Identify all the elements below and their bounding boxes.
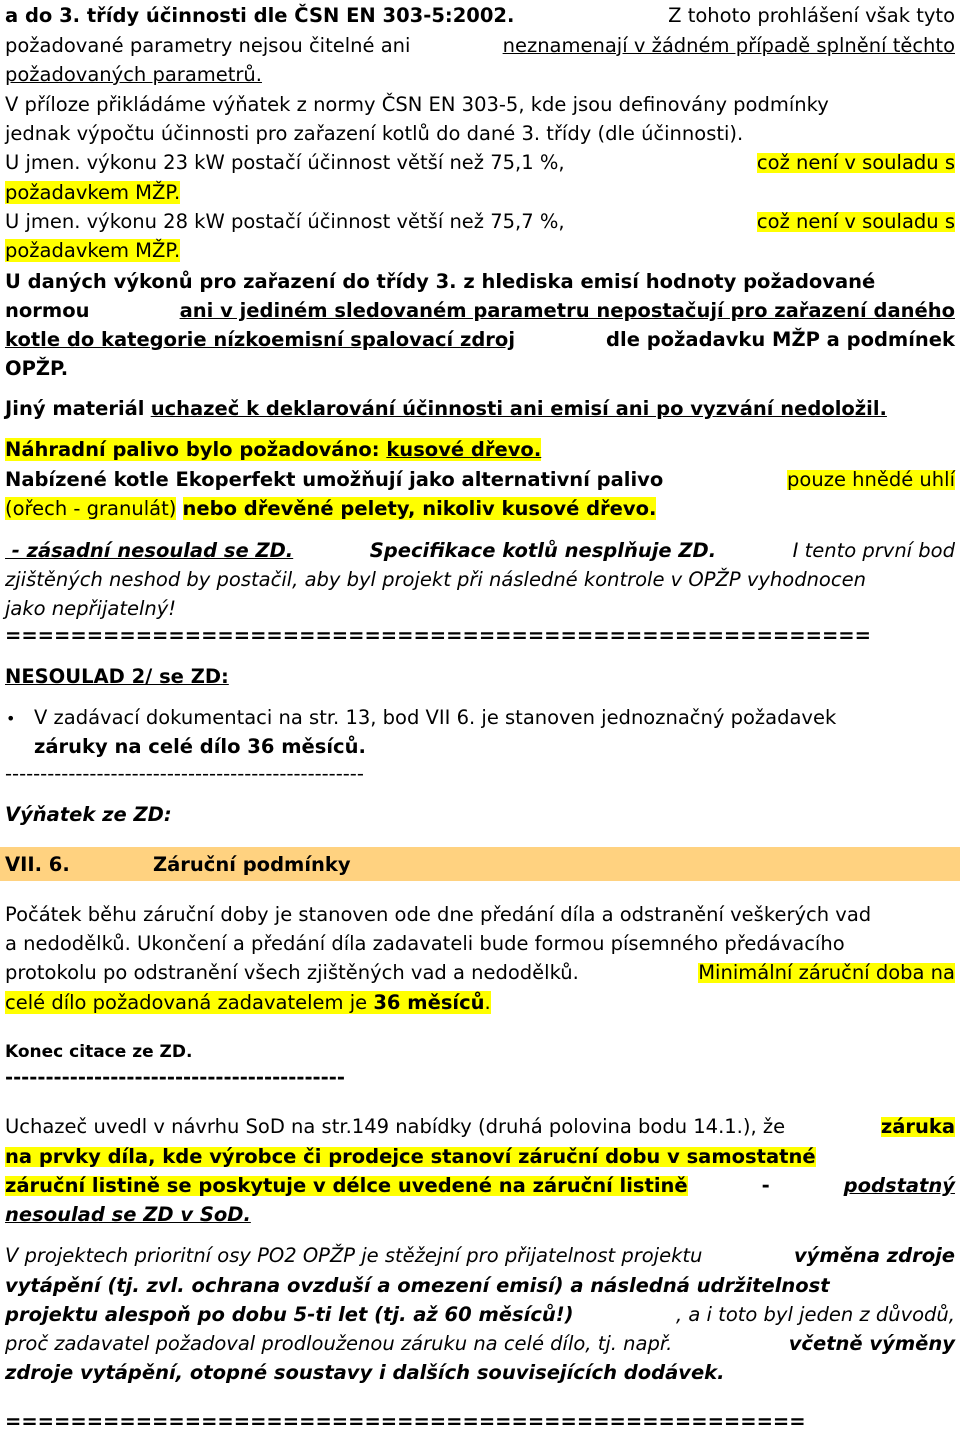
p12-line3: projektu alespoň po dobu 5-ti let (tj. až 60 měsíců!) , a i toto byl jeden z důvodů,	[5, 1303, 955, 1326]
p11-line1: Uchazeč uvedl v návrhu SoD na str.149 nabídky (druhá polovina bodu 14.1.), že záruka	[5, 1115, 955, 1138]
p4-line2: požadavkem MŽP.	[5, 239, 181, 262]
p11-line2: na prvky díla, kde výrobce či prodejce stanoví záruční dobu v samostatné	[5, 1145, 816, 1168]
p10-line1: Počátek běhu záruční doby je stanoven ode dne předání díla a odstranění veškerých vad	[5, 903, 872, 926]
p4-line1: U jmen. výkonu 28 kW postačí účinnost větší než 75,7 %, což není v souladu s	[5, 210, 955, 233]
section-title: Záruční podmínky	[153, 853, 351, 876]
p10-line3: protokolu po odstranění všech zjištěných vad a nedodělků. Minimální záruční doba na	[5, 961, 955, 984]
p1-line3: požadovaných parametrů.	[5, 63, 262, 86]
p3-line1: U jmen. výkonu 23 kW postačí účinnost větší než 75,1 %, což není v souladu s	[5, 151, 955, 174]
p9-line1: - zásadní nesoulad se ZD. Specifikace kotlů nesplňuje ZD. I tento první bod	[5, 539, 955, 562]
p2-line2: jednak výpočtu účinnosti pro zařazení kotlů do dané 3. třídy (dle účinnosti).	[5, 122, 744, 145]
bullet-icon: •	[6, 709, 16, 728]
p8-line2: (ořech - granulát) nebo dřevěné pelety, nikoliv kusové dřevo.	[5, 497, 657, 520]
p11-line3: záruční listině se poskytuje v délce uvedené na záruční listině - podstatný	[5, 1174, 955, 1197]
bullet-line2: záruky na celé dílo 36 měsíců.	[34, 735, 366, 758]
p5-line3: kotle do kategorie nízkoemisní spalovací zdroj dle požadavku MŽP a podmínek	[5, 328, 955, 351]
p7-line: Náhradní palivo bylo požadováno: kusové dřevo.	[5, 438, 542, 461]
p8-line1: Nabízené kotle Ekoperfekt umožňují jako alternativní palivo pouze hnědé uhlí	[5, 468, 955, 491]
p10-line2: a nedodělků. Ukončení a předání díla zadavateli bude formou písemného předávacího	[5, 932, 845, 955]
section-bar	[0, 847, 960, 881]
p5-line4: OPŽP.	[5, 357, 69, 380]
separator-dashes: ---------------------------------------------------	[5, 762, 364, 785]
p12-line4: proč zadavatel požadoval prodlouženou záruku na celé dílo, tj. např. včetně výměny	[5, 1332, 955, 1355]
p1-line1: a do 3. třídy účinnosti dle ČSN EN 303-5:2002. Z tohoto prohlášení však tyto	[5, 4, 955, 27]
p5-line1: U daných výkonů pro zařazení do třídy 3. z hlediska emisí hodnoty požadované	[5, 270, 876, 293]
p1-line2: požadované parametry nejsou čitelné ani neznamenají v žádném případě splnění těchto	[5, 34, 955, 57]
p9-line2: zjištěných neshod by postačil, aby byl projekt při následné kontrole v OPŽP vyhodnocen	[5, 568, 866, 591]
p12-line5: zdroje vytápění, otopné soustavy i dalších souvisejících dodávek.	[5, 1361, 725, 1384]
p12-line1: V projektech prioritní osy PO2 OPŽP je stěžejní pro přijatelnost projektu výměna zdroje	[5, 1244, 955, 1267]
section-number: VII. 6.	[5, 853, 70, 876]
nesoulad-heading: NESOULAD 2/ se ZD:	[5, 665, 229, 688]
separator-equals: =====================================================	[5, 624, 871, 647]
separator-dashes-2: ------------------------------------------	[5, 1066, 345, 1089]
p11-line4: nesoulad se ZD v SoD.	[5, 1203, 251, 1226]
p3-line2: požadavkem MŽP.	[5, 181, 181, 204]
excerpt-heading: Výňatek ze ZD:	[5, 803, 172, 826]
p12-line2: vytápění (tj. zvl. ochrana ovzduší a omezení emisí) a následná udržitelnost	[5, 1274, 830, 1297]
quote-end: Konec citace ze ZD.	[5, 1042, 193, 1062]
separator-equals-2: =================================================	[5, 1410, 806, 1433]
p9-line3: jako nepřijatelný!	[5, 597, 177, 620]
p10-line4: celé dílo požadovaná zadavatelem je 36 měsíců.	[5, 991, 491, 1014]
p6-line: Jiný materiál uchazeč k deklarování účinnosti ani emisí ani po vyzvání nedoložil.	[5, 397, 887, 420]
p5-line2: normou ani v jediném sledovaném parametru nepostačují pro zařazení daného	[5, 299, 955, 322]
p2-line1: V příloze přikládáme výňatek z normy ČSN EN 303-5, kde jsou definovány podmínky	[5, 93, 829, 116]
bullet-line1: V zadávací dokumentaci na str. 13, bod VII 6. je stanoven jednoznačný požadavek	[34, 706, 837, 729]
